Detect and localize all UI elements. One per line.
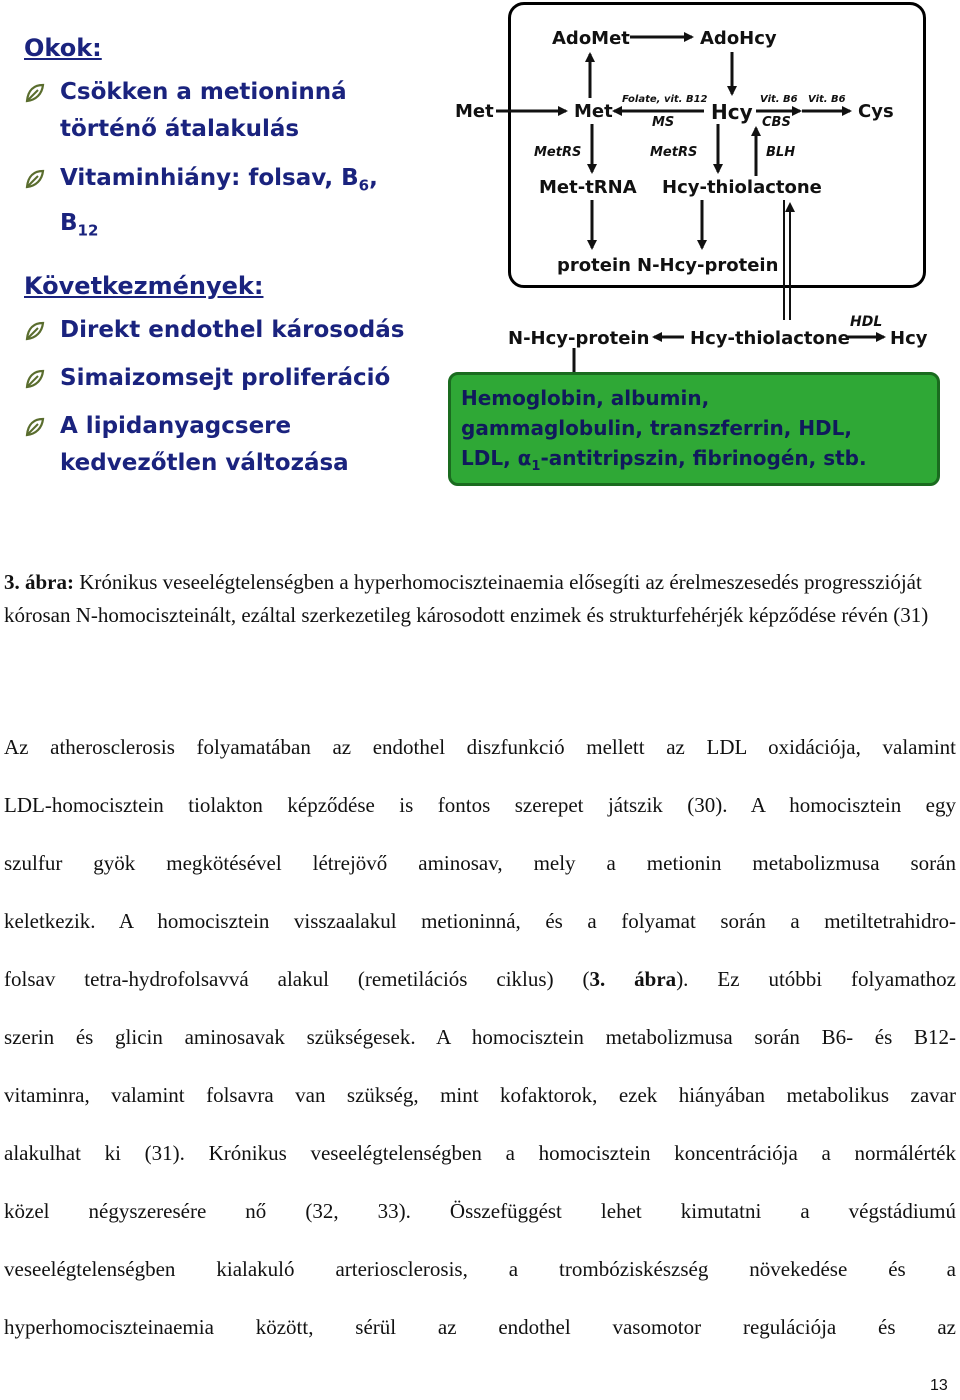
figure-caption: [4, 566, 956, 632]
node-hcy-outer: Hcy: [890, 328, 928, 349]
label-folate: Folate, vit. B12: [622, 94, 708, 105]
label-vitb6-a: Vit. B6: [760, 94, 798, 105]
label-metrs-b: MetRS: [650, 145, 698, 160]
effect-text-line: A lipidanyagcsere: [60, 413, 292, 439]
proteins-line: [461, 443, 927, 482]
proteins-line: gammaglobulin, transzferrin, HDL,: [461, 416, 852, 440]
paragraph-line: vitaminra, valamint folsavra van szükség, mint kofaktorok, ezek hiányában metabolikus zavar: [4, 1083, 956, 1107]
paragraph-line: hyperhomociszteinaemia között, sérül az endothel vasomotor regulációja és az: [4, 1315, 956, 1339]
node-n-hcy-protein-inner: N-Hcy-protein: [637, 255, 779, 276]
target-proteins-box: [448, 372, 940, 486]
cause-text-line: B: [60, 209, 78, 236]
paragraph-line: keletkezik. A homocisztein visszaalakul metioninná, és a folyamat során a metiltetrahidro-: [4, 909, 956, 933]
node-met-outer: Met: [455, 101, 494, 122]
caption-text: Krónikus veseelégtelenségben a hyperhomociszteinaemia elősegíti az érelmeszesedés progresszióját kórosan N-homociszteinált, ezáltal szerkezetileg károsodott enzimek és strukturfehérjék képződése révén (31): [4, 570, 929, 627]
label-cbs: CBS: [762, 115, 791, 130]
proteins-text: -antitripszin, fibrinogén, stb.: [540, 446, 867, 470]
node-hcy-thiolactone-inner: Hcy-thiolactone: [662, 177, 822, 198]
paragraph-text: ). Ez utóbbi folyamathoz: [676, 967, 957, 991]
subscript: 6: [358, 176, 370, 195]
paragraph-line: [4, 950, 956, 1008]
proteins-line: Hemoglobin, albumin,: [461, 386, 710, 410]
paragraph-line: veseelégtelenségben kialakuló arteriosclerosis, a trombóziskészség növekedése és a: [4, 1257, 956, 1281]
proteins-text: LDL, α: [461, 446, 532, 470]
node-adomet: AdoMet: [552, 28, 630, 49]
node-cys: Cys: [858, 101, 894, 122]
effects-heading: Következmények:: [24, 272, 264, 300]
causes-heading: Okok:: [24, 34, 102, 62]
caption-label: 3. ábra:: [4, 570, 74, 594]
label-ms: MS: [652, 115, 675, 130]
paragraph-text: folsav tetra-hydrofolsavvá alakul (remetilációs ciklus) (: [4, 967, 590, 991]
cause-text-line: Csökken a metioninná: [60, 79, 347, 105]
paragraph-line: szulfur gyök megkötésével létrejövő aminosav, mely a metionin metabolizmusa során: [4, 851, 956, 875]
body-paragraph: [4, 718, 956, 1356]
node-adohcy: AdoHcy: [700, 28, 777, 49]
label-metrs-a: MetRS: [534, 145, 582, 160]
node-hcy: Hcy: [711, 100, 753, 124]
node-met-trna: Met-tRNA: [539, 177, 637, 198]
subscript: 12: [77, 221, 99, 240]
effect-text-line: kedvezőtlen változása: [60, 450, 349, 476]
paragraph-line: Az atherosclerosis folyamatában az endothel diszfunkció mellett az LDL oxidációja, valamint: [4, 735, 956, 759]
label-blh: BLH: [766, 145, 796, 160]
paragraph-line: LDL-homocisztein tiolakton képződése is fontos szerepet játszik (30). A homocisztein egy: [4, 793, 956, 817]
paragraph-line: alakulhat ki (31). Krónikus veseelégtelenségben a homocisztein koncentrációja a normálérték: [4, 1141, 956, 1165]
cause-text-suffix: ,: [369, 165, 378, 191]
subscript: 1: [531, 459, 541, 474]
node-hcy-thiolactone-outer: Hcy-thiolactone: [690, 328, 850, 349]
page-number: 13: [930, 1377, 948, 1394]
paragraph-line: közel négyszeresére nő (32, 33). Összefüggést lehet kimutatni a végstádiumú: [4, 1199, 956, 1223]
label-hdl: HDL: [850, 314, 883, 330]
effect-text-line: Direkt endothel károsodás: [60, 317, 405, 343]
figure-reference: 3. ábra: [589, 967, 677, 991]
node-protein: protein: [557, 255, 631, 276]
node-n-hcy-protein-outer: N-Hcy-protein: [508, 328, 650, 349]
effect-text-line: Simaizomsejt proliferáció: [60, 365, 391, 391]
cause-text-line: történő átalakulás: [60, 116, 300, 142]
cause-text-line: Vitaminhiány: folsav, B: [60, 165, 359, 191]
label-vitb6-b: Vit. B6: [808, 94, 846, 105]
paragraph-line: szerin és glicin aminosavak szükségesek. A homocisztein metabolizmusa során B6- és B12-: [4, 1025, 956, 1049]
node-met-inner: Met: [574, 101, 613, 122]
